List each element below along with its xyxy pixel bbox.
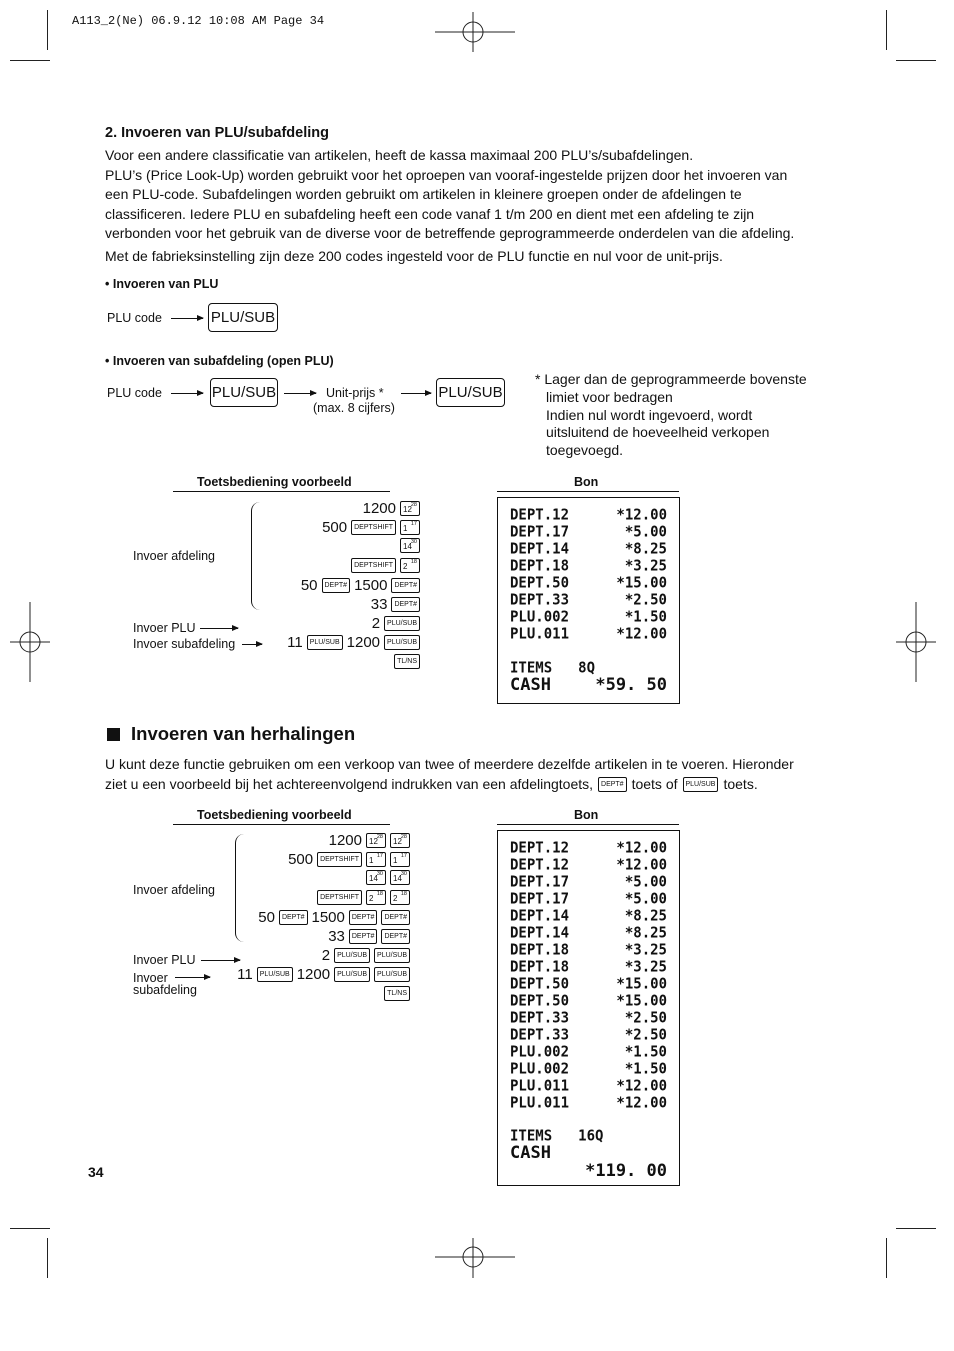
- section-heading: Invoeren van herhalingen: [131, 723, 356, 744]
- receipt-item: DEPT.50: [510, 975, 570, 993]
- key-label: PLU/SUB: [309, 639, 340, 647]
- plu-code-label: PLU code: [107, 386, 162, 400]
- entered-amount: 11: [237, 966, 253, 984]
- receipt-amount: *12.00: [616, 506, 667, 524]
- receipt-amount: *5.00: [624, 523, 667, 541]
- register-key: [351, 520, 396, 535]
- key-label: 1: [393, 856, 398, 866]
- register-key: [317, 890, 362, 905]
- key-sequence-row: [287, 634, 420, 651]
- dept-number-key: [400, 558, 420, 573]
- register-key: [351, 558, 396, 573]
- arrow-icon: [284, 393, 316, 394]
- receipt-line: [510, 890, 667, 907]
- key-sequence-row: [400, 538, 420, 553]
- receipt-item: DEPT.18: [510, 941, 570, 959]
- subdept-subheading: • Invoeren van subafdeling (open PLU): [105, 354, 334, 368]
- divider: [173, 824, 390, 825]
- dept-number-key: [366, 833, 386, 848]
- intro-paragraph: [105, 146, 825, 244]
- entered-amount: 1500: [354, 576, 388, 594]
- paragraph-line: Voor een andere classificatie van artikelen, heeft de kassa maximaal 200 PLU’s/subafdelingen.: [105, 147, 694, 163]
- receipt-line: [510, 608, 667, 625]
- receipt-amount: *3.25: [624, 958, 667, 976]
- receipt-item: DEPT.50: [510, 992, 570, 1010]
- receipt-amount: *2.50: [624, 1009, 667, 1027]
- footnote-line: Indien nul wordt ingevoerd, wordt: [546, 406, 753, 423]
- key-label: DEPTSHIFT: [354, 524, 393, 532]
- receipt-item: DEPT.17: [510, 873, 570, 891]
- arrow-icon: [401, 393, 431, 394]
- crop-mark: [10, 1228, 50, 1229]
- key-label: DEPT#: [394, 601, 417, 608]
- receipt-line: [510, 992, 667, 1009]
- receipt-item: PLU.011: [510, 1094, 570, 1112]
- plu-sub-key: PLU/SUB: [210, 378, 278, 407]
- receipt-line: [510, 591, 667, 608]
- section-heading: 2. Invoeren van PLU/subafdeling: [105, 125, 329, 141]
- register-key: [334, 948, 370, 963]
- key-sequence-row: [237, 966, 410, 983]
- receipt-line: [510, 506, 667, 523]
- repeat-paragraph-line: U kunt deze functie gebruiken om een verkoop van twee of meerdere dezelfde artikelen in te voeren. Hieronder: [105, 756, 794, 772]
- key-sequence: [200, 832, 410, 1007]
- key-label: 14: [393, 874, 402, 884]
- key-label: DEPTSHIFT: [320, 856, 359, 864]
- key-code: 28: [400, 834, 407, 840]
- arrow-icon: [242, 644, 262, 645]
- key-sequence-row: [329, 832, 410, 849]
- entered-amount: 1200: [346, 634, 381, 652]
- divider: [173, 491, 390, 492]
- register-key: [334, 967, 370, 982]
- key-code: 17: [400, 853, 407, 860]
- receipt-line: [510, 873, 667, 890]
- entered-amount: 1200: [328, 832, 362, 849]
- key-code: 18: [410, 558, 417, 565]
- register-key: [349, 929, 378, 944]
- items-count: 16Q: [578, 1127, 604, 1145]
- register-key: [391, 597, 420, 612]
- key-sequence-row: [351, 558, 420, 573]
- key-code: 30: [410, 539, 417, 546]
- register-key: [307, 635, 343, 650]
- key-label: TL/NS: [387, 989, 407, 997]
- footnote-line: * Lager dan de geprogrammeerde bovenste: [535, 371, 807, 387]
- factory-setting-paragraph: Met de fabrieksinstelling zijn deze 200 codes ingesteld voor de PLU functie en nul voor de unit-prijs.: [105, 248, 723, 264]
- crop-mark: [47, 1238, 48, 1278]
- register-key: [381, 929, 410, 944]
- divider: [497, 491, 679, 492]
- key-label: PLU/SUB: [387, 639, 417, 647]
- key-label: DEPT#: [384, 933, 407, 940]
- plu-code-label: PLU code: [107, 311, 162, 325]
- key-label: 12: [393, 837, 402, 846]
- receipt-line: [510, 924, 667, 941]
- receipt-line: [510, 625, 667, 642]
- receipt-amount: *12.00: [616, 1094, 667, 1112]
- label-plu-entry: Invoer PLU: [133, 953, 196, 967]
- receipt-item: DEPT.14: [510, 907, 570, 925]
- register-key: [279, 910, 308, 925]
- key-sequence-row: [363, 500, 420, 517]
- receipt-item: PLU.002: [510, 608, 570, 626]
- page-number: 34: [88, 1164, 104, 1180]
- key-sequence-row: [288, 851, 410, 868]
- receipt-line: [510, 958, 667, 975]
- example-title: Toetsbediening voorbeeld: [197, 475, 352, 489]
- receipt-item: DEPT.17: [510, 523, 570, 541]
- key-label: DEPTSHIFT: [320, 893, 359, 901]
- entered-amount: 2: [371, 615, 381, 633]
- entered-amount: 50: [300, 576, 318, 594]
- receipt-item: PLU.002: [510, 1060, 570, 1078]
- key-label: DEPT#: [394, 581, 417, 589]
- registration-mark-right: [896, 602, 936, 682]
- entered-amount: 11: [287, 634, 303, 652]
- registration-mark-left: [10, 602, 50, 682]
- dept-number-key: [400, 520, 420, 535]
- registration-mark-bottom: [435, 1238, 515, 1278]
- receipt-line: [510, 839, 667, 856]
- receipt-amount: *12.00: [616, 1077, 667, 1095]
- register-key: [384, 635, 420, 650]
- unit-price-note: (max. 8 cijfers): [313, 401, 395, 415]
- entered-amount: 500: [288, 851, 314, 869]
- receipt-item: PLU.011: [510, 1077, 570, 1095]
- key-label: PLU/SUB: [337, 971, 368, 979]
- entered-amount: 1200: [362, 500, 396, 517]
- dept-number-key: [400, 501, 420, 516]
- key-label: 12: [369, 837, 378, 846]
- receipt-item: DEPT.18: [510, 557, 570, 575]
- cash-total: *119. 00: [585, 1161, 667, 1181]
- paragraph-text: ziet u een voorbeeld bij het achtereenvolgend indrukken van een afdelingtoets,: [105, 776, 594, 792]
- label-sub-entry: Invoer: [133, 971, 168, 985]
- key-label: 1: [403, 524, 408, 534]
- dept-number-key: [366, 870, 386, 885]
- receipt-item: DEPT.12: [510, 856, 570, 874]
- key-sequence-row: [394, 654, 420, 669]
- receipt-item: DEPT.14: [510, 924, 570, 942]
- arrow-icon: [171, 393, 203, 394]
- key-sequence-row: [322, 947, 410, 964]
- key-label: DEPT#: [351, 933, 375, 940]
- arrow-icon: [200, 628, 238, 629]
- items-count: 8Q: [578, 659, 596, 677]
- key-sequence-row: [322, 519, 420, 536]
- key-label: PLU/SUB: [337, 952, 368, 960]
- receipt-line: [510, 1094, 667, 1111]
- receipt-item: DEPT.50: [510, 574, 570, 592]
- key-label: 12: [403, 505, 412, 514]
- dept-number-key: [366, 890, 386, 905]
- key-sequence-row: [384, 986, 410, 1001]
- receipt-item: PLU.011: [510, 625, 570, 643]
- receipt-item: DEPT.12: [510, 506, 570, 524]
- receipt-amount: *8.25: [624, 540, 667, 558]
- key-label: TL/NS: [397, 657, 417, 665]
- register-key: [384, 616, 420, 631]
- receipt-line: [510, 1009, 667, 1026]
- dept-number-key: [390, 852, 410, 867]
- key-sequence-row: [328, 928, 410, 945]
- key-label: 2: [369, 893, 374, 903]
- dept-number-key: [390, 890, 410, 905]
- receipt-amount: *12.00: [616, 625, 667, 643]
- crop-mark: [886, 10, 887, 50]
- receipt-item: DEPT.17: [510, 890, 570, 908]
- register-key: [257, 967, 293, 982]
- key-sequence-row: [372, 615, 420, 632]
- key-label: PLU/SUB: [377, 971, 407, 979]
- receipt-title: Bon: [574, 475, 599, 489]
- receipt-amount: *5.00: [624, 873, 667, 891]
- receipt-amount: *5.00: [624, 890, 667, 908]
- key-code: 18: [376, 890, 383, 897]
- registration-mark-top: [435, 12, 515, 52]
- arrow-icon: [171, 318, 203, 319]
- dept-number-key: [390, 833, 410, 848]
- receipt-line: [510, 907, 667, 924]
- key-label: PLU/SUB: [377, 952, 407, 960]
- plu-sub-key: PLU/SUB: [436, 378, 505, 407]
- receipt-amount: *15.00: [616, 992, 667, 1010]
- receipt-amount: *8.25: [624, 907, 667, 925]
- key-label: PLU/SUB: [259, 971, 290, 979]
- plu-sub-key: PLU/SUB: [208, 303, 278, 332]
- paragraph-text: toets.: [723, 776, 758, 792]
- crop-mark: [896, 1228, 936, 1229]
- items-label: ITEMS: [510, 1127, 553, 1145]
- print-slug: A113_2(Ne) 06.9.12 10:08 AM Page 34: [72, 14, 325, 28]
- plu-subheading: • Invoeren van PLU: [105, 277, 219, 291]
- footnote-line: limiet voor bedragen: [546, 388, 673, 405]
- cash-label: CASH: [510, 1143, 551, 1163]
- key-label: 1: [369, 856, 374, 866]
- dept-key: DEPT#: [598, 777, 627, 792]
- key-code: 30: [400, 871, 407, 878]
- receipt-item: DEPT.33: [510, 591, 570, 609]
- paragraph-line: een PLU-code. Subafdelingen worden gebruikt om artikelen in kleinere groepen onder de afdelingen te: [105, 186, 742, 202]
- label-sub-entry: subafdeling: [133, 983, 197, 997]
- crop-mark: [10, 60, 50, 61]
- receipt-amount: *3.25: [624, 557, 667, 575]
- label-plu-entry: Invoer PLU: [133, 621, 196, 635]
- receipt-item: DEPT.12: [510, 839, 570, 857]
- cash-total: *59. 50: [595, 675, 667, 695]
- entered-amount: 2: [321, 947, 331, 965]
- brace: [251, 502, 260, 610]
- repeat-paragraph-line: [105, 775, 758, 795]
- example-title: Toetsbediening voorbeeld: [197, 808, 352, 822]
- receipt-item: DEPT.18: [510, 958, 570, 976]
- receipt-line: [510, 941, 667, 958]
- receipt-amount: *1.50: [624, 1043, 667, 1061]
- entered-amount: 1500: [311, 908, 345, 926]
- key-label: DEPT#: [351, 913, 375, 921]
- key-sequence: [260, 500, 420, 675]
- receipt-line: [510, 975, 667, 992]
- key-sequence-row: [301, 577, 420, 594]
- register-key: [391, 578, 420, 593]
- register-key: [374, 967, 410, 982]
- receipt-amount: *1.50: [624, 1060, 667, 1078]
- key-label: 14: [403, 542, 412, 552]
- receipt: [497, 830, 680, 1186]
- paragraph-text: toets of: [631, 776, 678, 792]
- key-label: 2: [393, 893, 398, 903]
- crop-mark: [47, 10, 48, 50]
- receipt-line: [510, 574, 667, 591]
- label-dept-entry: Invoer afdeling: [133, 883, 216, 897]
- paragraph-line: verbonden voor het gebruik van de diverse voor de betreffende geprogrammeerde onderdelen van die afdeling.: [105, 225, 795, 241]
- key-code: 28: [376, 834, 383, 840]
- entered-amount: 33: [370, 596, 388, 613]
- crop-mark: [896, 60, 936, 61]
- receipt-amount: *1.50: [624, 608, 667, 626]
- label-sub-entry: Invoer subafdeling: [133, 637, 236, 651]
- key-code: 17: [376, 853, 383, 860]
- key-label: DEPTSHIFT: [354, 561, 393, 569]
- footnote: [535, 371, 807, 460]
- dept-number-key: [390, 870, 410, 885]
- receipt-line: [510, 540, 667, 557]
- entered-amount: 500: [322, 519, 348, 537]
- crop-mark: [886, 1238, 887, 1278]
- receipt-amount: *2.50: [624, 1026, 667, 1044]
- paragraph-line: PLU’s (Price Look-Up) worden gebruikt voor het oproepen van vooraf-ingestelde prijzen door het invoeren van: [105, 166, 788, 183]
- key-sequence-row: [317, 890, 410, 905]
- footnote-line: uitsluitend de hoeveelheid verkopen: [546, 424, 770, 441]
- register-key: [381, 910, 410, 925]
- label-dept-entry: Invoer afdeling: [133, 549, 216, 563]
- receipt-amount: *2.50: [624, 591, 667, 609]
- receipt-amount: *15.00: [616, 574, 667, 592]
- receipt-item: PLU.002: [510, 1043, 570, 1061]
- receipt-line: [510, 523, 667, 540]
- receipt-amount: *15.00: [616, 975, 667, 993]
- register-key: [374, 948, 410, 963]
- register-key: [322, 578, 351, 593]
- key-sequence-row: [366, 870, 410, 885]
- key-code: 17: [410, 521, 417, 528]
- receipt-item: DEPT.33: [510, 1009, 570, 1027]
- key-code: 18: [400, 890, 407, 897]
- key-label: DEPT#: [281, 913, 305, 921]
- register-key: [349, 910, 378, 925]
- entered-amount: 50: [258, 908, 275, 926]
- key-label: DEPT#: [384, 913, 407, 921]
- register-key: [317, 852, 362, 867]
- footnote-line: toegevoegd.: [546, 442, 624, 459]
- key-label: DEPT#: [324, 581, 348, 589]
- receipt-amount: *8.25: [624, 924, 667, 942]
- key-code: 28: [410, 502, 417, 508]
- plu-sub-key: PLU/SUB: [683, 777, 719, 792]
- key-label: 2: [403, 561, 408, 571]
- receipt-line: [510, 1043, 667, 1060]
- receipt-line: [510, 1077, 667, 1094]
- dept-number-key: [366, 852, 386, 867]
- key-label: PLU/SUB: [387, 620, 417, 628]
- receipt-amount: *12.00: [616, 856, 667, 874]
- receipt-line: [510, 1026, 667, 1043]
- receipt-item: DEPT.33: [510, 1026, 570, 1044]
- divider: [497, 824, 679, 825]
- key-sequence-row: [258, 909, 410, 926]
- heading-bullet-icon: [107, 728, 120, 741]
- paragraph-line: classificeren. Iedere PLU en subafdeling heeft een code vanaf 1 t/m 200 en dient met een afdeling te zijn: [105, 205, 755, 222]
- key-label: 14: [369, 874, 378, 884]
- unit-price-label: Unit-prijs *: [326, 386, 384, 400]
- dept-number-key: [400, 538, 420, 553]
- items-label: ITEMS: [510, 659, 553, 677]
- receipt-item: DEPT.14: [510, 540, 570, 558]
- entered-amount: 1200: [296, 966, 331, 984]
- entered-amount: 33: [328, 928, 345, 945]
- key-code: 30: [376, 871, 383, 878]
- cash-label: CASH: [510, 675, 551, 695]
- register-key: [394, 654, 420, 669]
- key-sequence-row: [371, 596, 420, 613]
- receipt-amount: *3.25: [624, 941, 667, 959]
- receipt-line: [510, 856, 667, 873]
- receipt: [497, 497, 680, 704]
- receipt-title: Bon: [574, 808, 599, 822]
- receipt-amount: *12.00: [616, 839, 667, 857]
- receipt-line: [510, 557, 667, 574]
- register-key: [384, 986, 410, 1001]
- receipt-line: [510, 1060, 667, 1077]
